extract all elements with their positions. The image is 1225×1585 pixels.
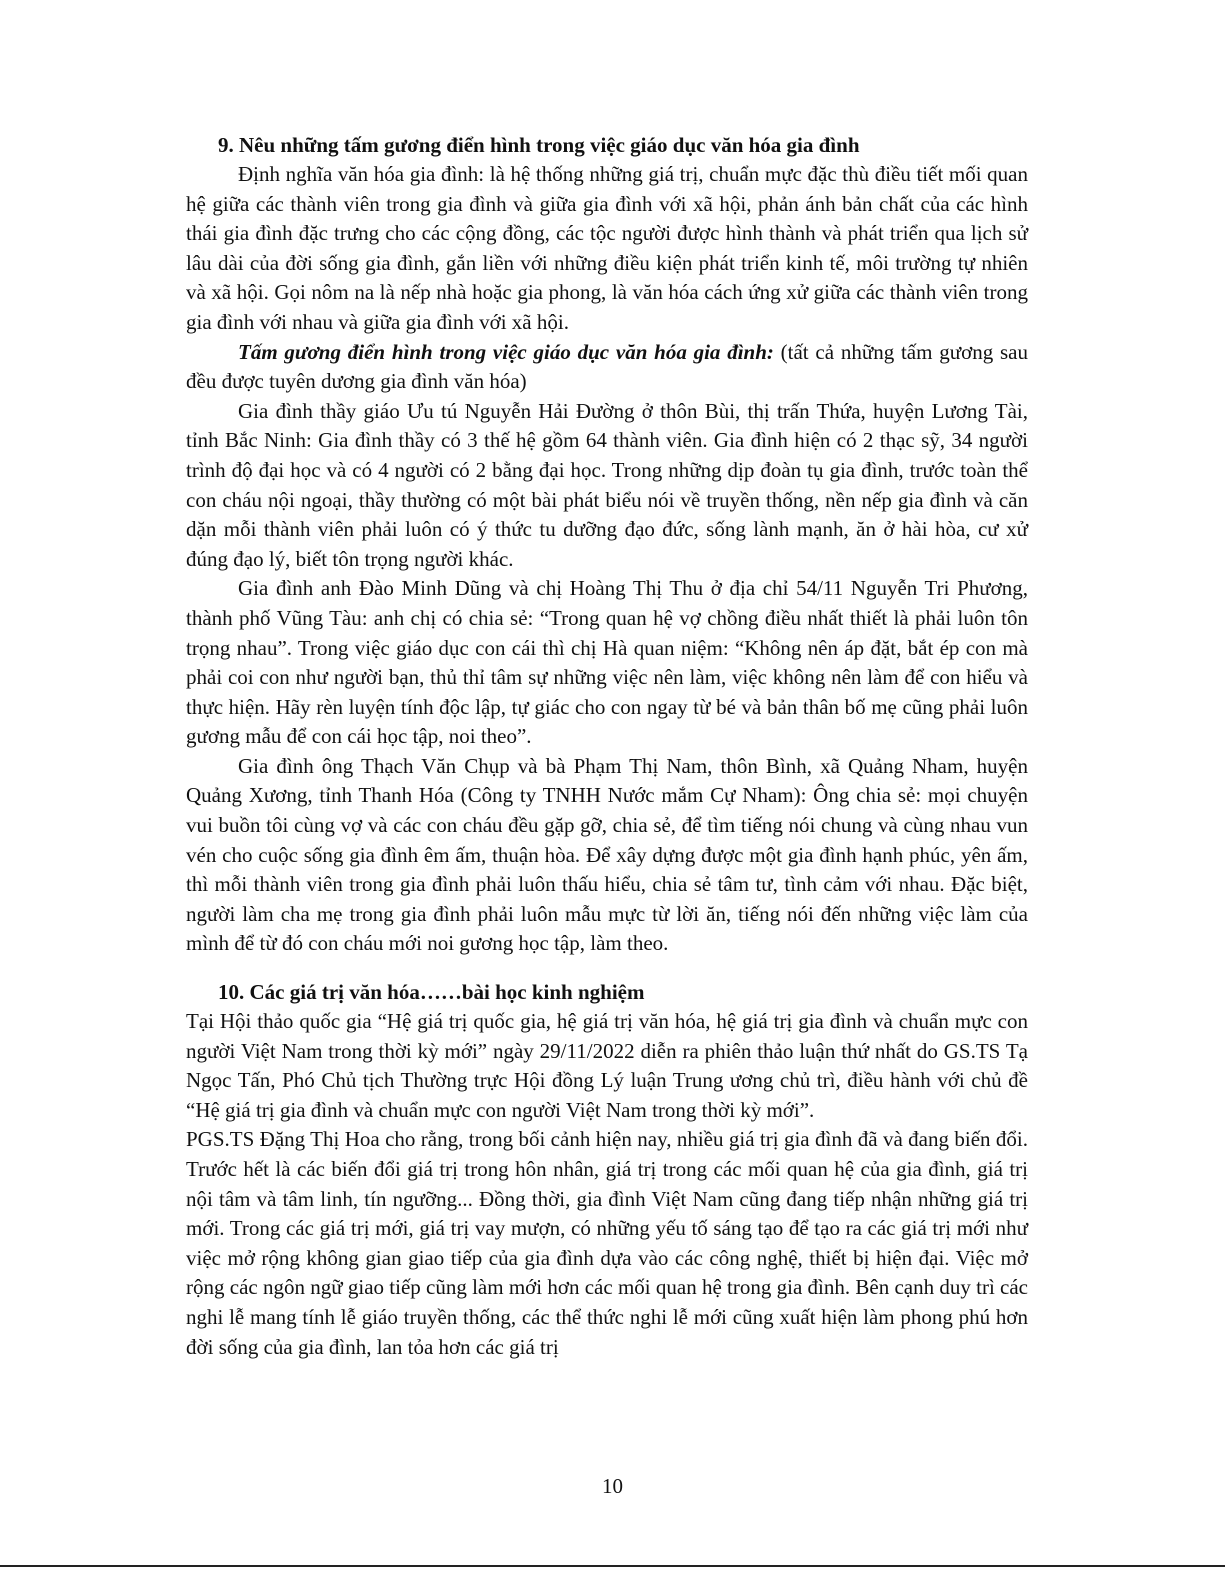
- section-spacer: [186, 959, 1028, 977]
- example-thach-van-chup: Gia đình ông Thạch Văn Chụp và bà Phạm Thị Nam, thôn Bình, xã Quảng Nham, huyện Quảng Xương, tỉnh Thanh Hóa (Công ty TNHH Nước mắm Cự Nham): Ông chia sẻ: mọi chuyện vui buồn tôi cùng vợ và các con cháu đều gặp gỡ, chia sẻ, để tìm tiếng nói chung và cùng nhau vun vén cho cuộc sống gia đình êm ấm, thuận hòa. Để xây dựng được một gia đình hạnh phúc, yên ấm, thì mỗi thành viên trong gia đình phải luôn thấu hiểu, chia sẻ tâm tư, tình cảm với nhau. Đặc biệt, người làm cha mẹ trong gia đình phải luôn mẫu mực từ lời ăn, tiếng nói đến những việc làm của mình để từ đó con cháu mới noi gương học tập, làm theo.: [186, 753, 1028, 956]
- page-bottom-border: [0, 1565, 1225, 1567]
- examples-intro-note: (tất cả những tấm gương sau đều được tuyên dương gia đình văn hóa): [186, 339, 1028, 394]
- section-9-heading: 9. Nêu những tấm gương điển hình trong việc giáo dục văn hóa gia đình: [218, 133, 860, 157]
- family-culture-definition: Định nghĩa văn hóa gia đình: là hệ thống những giá trị, chuẩn mực đặc thù điều tiết mối quan hệ giữa các thành viên trong gia đình và giữa gia đình với xã hội, phản ánh bản chất của các hình thái gia đình đặc trưng cho các cộng đồng, các tộc người được hình thành và phát triển qua lịch sử lâu dài của đời sống gia đình, gắn liền với những điều kiện phát triển kinh tế, môi trường tự nhiên và xã hội. Gọi nôm na là nếp nhà hoặc gia phong, là văn hóa cách ứng xử giữa các thành viên trong gia đình với nhau và giữa gia đình với xã hội.: [186, 162, 1028, 334]
- page-number: 10: [602, 1474, 623, 1498]
- dang-thi-hoa-paragraph: PGS.TS Đặng Thị Hoa cho rằng, trong bối cảnh hiện nay, nhiều giá trị gia đình đã và đang biến đổi. Trước hết là các biến đổi giá trị trong hôn nhân, giá trị trong các mối quan hệ của gia đình, giá trị nội tâm và tâm linh, tín ngưỡng... Đồng thời, gia đình Việt Nam cũng đang tiếp nhận những giá trị mới. Trong các giá trị mới, giá trị vay mượn, có những yếu tố sáng tạo để tạo ra các giá trị mới như việc mở rộng không gian giao tiếp của gia đình dựa vào các công nghệ, thiết bị hiện đại. Việc mở rộng các ngôn ngữ giao tiếp cũng làm mới hơn các mối quan hệ trong gia đình. Bên cạnh duy trì các nghi lễ mang tính lễ giáo truyền thống, các thể thức nghi lễ mới cũng xuất hiện làm phong phú hơn đời sống của gia đình, lan tỏa hơn các giá trị: [186, 1127, 1028, 1359]
- example-dao-minh-dung: Gia đình anh Đào Minh Dũng và chị Hoàng Thị Thu ở địa chỉ 54/11 Nguyễn Tri Phương, thành phố Vũng Tàu: anh chị có chia sẻ: “Trong quan hệ vợ chồng điều nhất thiết là phải luôn tôn trọng nhau”. Trong việc giáo dục con cái thì chị Hà quan niệm: “Không nên áp đặt, bắt ép con mà phải coi con như người bạn, thủ thỉ tâm sự những việc nên làm, việc không nên làm để con hiểu và thực hiện. Hãy rèn luyện tính độc lập, tự giác cho con ngay từ bé và bản thân bố mẹ cũng phải luôn gương mẫu để con cái học tập, noi theo”.: [186, 576, 1028, 749]
- examples-intro-lead: Tấm gương điển hình trong việc giáo dục văn hóa gia đình:: [238, 339, 774, 364]
- section-10-heading: 10. Các giá trị văn hóa……bài học kinh nghiệm: [218, 980, 645, 1005]
- document-page: [186, 130, 1028, 1362]
- example-nguyen-hai-duong: Gia đình thầy giáo Ưu tú Nguyễn Hải Đường ở thôn Bùi, thị trấn Thứa, huyện Lương Tài, tỉnh Bắc Ninh: Gia đình thầy có 3 thế hệ gồm 64 thành viên. Gia đình hiện có 2 thạc sỹ, 34 người trình độ đại học và có 4 người có 2 bằng đại học. Trong những dịp đoàn tụ gia đình, trước toàn thể con cháu nội ngoại, thầy thường có một bài phát biểu nói về truyền thống, nền nếp gia đình và căn dặn mỗi thành viên phải luôn có ý thức tu dưỡng đạo đức, sống lành mạnh, ăn ở hài hòa, cư xử đúng đạo lý, biết tôn trọng người khác.: [186, 398, 1028, 571]
- national-conference-paragraph: Tại Hội thảo quốc gia “Hệ giá trị quốc gia, hệ giá trị văn hóa, hệ giá trị gia đình và chuẩn mực con người Việt Nam trong thời kỳ mới” ngày 29/11/2022 diễn ra phiên thảo luận thứ nhất do GS.TS Tạ Ngọc Tấn, Phó Chủ tịch Thường trực Hội đồng Lý luận Trung ương chủ trì, điều hành với chủ đề “Hệ giá trị gia đình và chuẩn mực con người Việt Nam trong thời kỳ mới”.: [186, 1009, 1028, 1122]
- examples-intro: [186, 338, 1028, 397]
